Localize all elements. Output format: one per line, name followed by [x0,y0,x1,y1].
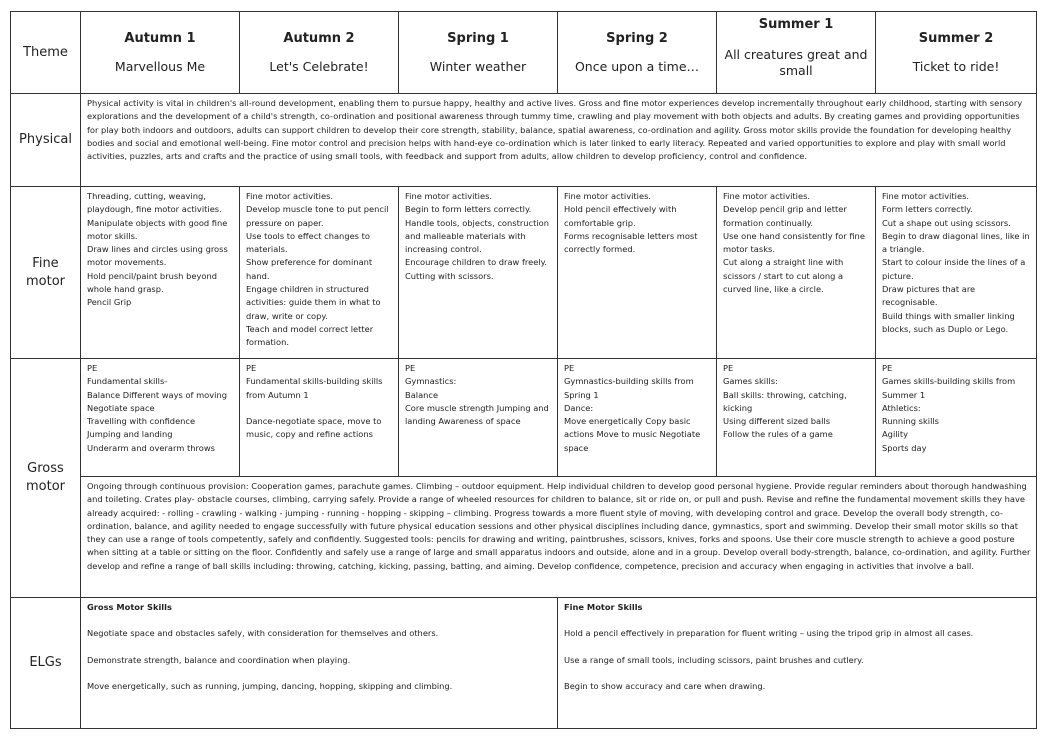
term-theme: Winter weather [429,59,527,74]
elg-item: Move energetically, such as running, jumping, dancing, hopping, skipping and climbing. [87,680,453,691]
list-item: Engage children in structured activities: guide them in what to draw, write or copy. [246,284,381,321]
term-spring-2 [558,12,717,94]
list-item: PE [564,363,575,373]
list-item: Dance: [564,402,594,413]
list-item: Follow the rules of a game [723,429,833,440]
fine-motor-summer-2 [876,187,1037,359]
term-name: Autumn 2 [283,31,355,46]
term-autumn-1 [81,12,240,94]
gross-motor-ongoing-provision: Ongoing through continuous provision: Cooperation games, parachute games. Climbing – outdoor equipment. Help individual children to develop good personal hygiene. Provide regular reminders about thorough handwashing and toileting. Crates play- obstacle courses, climbing, carrying safely. Provide a range of wheeled resources for children to balance, sit or ride on, or pull and push. Revise and refine the fundamental movement skills they have already acquired: - rolling - crawling - walking - jumping - running - hopping - skipping – climbing. Progress towards a more fluent style of moving, with developing control and grace. Develop the overall body strength, co-ordination, balance, and agility needed to engage successfully with future physical education sessions and other physical disciplines including dance, gymnastics, sport and swimming. Develop their small motor skills so that they can use a range of tools competently, safely and confidently. Suggested tools: pencils for drawing and writing, paintbrushes, scissors, knives, forks and spoons. Use their core muscle strength to achieve a good posture when sitting at a table or sitting on the floor. Confidently and safely use a range of large and small apparatus indoors and outside, alone and in a group. Develop overall body-strength, balance, co-ordination, and agility. Further develop and refine a range of ball skills including: throwing, catching, kicking, passing, batting, and aiming. Develop confidence, competence, precision and accuracy when engaging in activities that involve a ball. [81,477,1037,598]
elg-gross-title: Gross Motor Skills [87,602,172,612]
gross-motor-summer-1 [717,359,876,477]
term-summer-1 [717,12,876,94]
curriculum-table [10,11,1037,729]
term-summer-2 [876,12,1037,94]
elg-item: Hold a pencil effectively in preparation for fluent writing – using the tripod grip in almost all cases. [564,628,974,639]
list-item: Draw pictures that are recognisable. [882,284,976,308]
list-item: Show preference for dominant hand. [246,257,373,281]
gross-motor-spring-2 [558,359,717,477]
term-name: Summer 1 [758,17,834,32]
elg-item: Begin to show accuracy and care when drawing. [564,680,766,691]
theme-row [11,12,1037,94]
fine-motor-spring-2 [558,187,717,359]
physical-description: Physical activity is vital in children's all-round development, enabling them to pursue happy, healthy and active lives. Gross and fine motor experiences develop incrementally throughout early childhood, starting with sensory explorations and the development of a child's strength, co-ordination and positional awareness through tummy time, crawling and play movement with both objects and adults. By creating games and providing opportunities for play both indoors and outdoors, adults can support children to develop their core strength, stability, balance, spatial awareness, co-ordination and agility. Gross motor skills provide the foundation for developing healthy bodies and social and emotional well-being. Fine motor control and precision helps with hand-eye co-ordination which is later linked to early literacy. Repeated and varied opportunities to explore and play with small world activities, puzzles, arts and crafts and the practice of using small tools, with feedback and support from adults, allow children to develop proficiency, control and confidence. [81,94,1037,187]
list-item: Balance Different ways of moving Negotiate space [87,389,227,413]
term-name: Spring 2 [606,31,668,46]
list-item: Cut a shape out using scissors. [882,217,1011,228]
list-item: Start to colour inside the lines of a picture. [882,257,1026,281]
gross-motor-ongoing-row [11,477,1037,598]
list-item: Fine motor activities. [405,191,493,201]
list-item: PE [723,363,734,373]
row-label-theme: Theme [11,12,81,94]
term-theme: Let's Celebrate! [269,59,369,74]
term-spring-1 [399,12,558,94]
list-item: Teach and model correct letter formation. [246,323,374,348]
list-item: PE [87,363,98,373]
elgs-row [11,598,1037,729]
list-item: Develop pencil grip and letter formation continually. [723,204,847,228]
gross-motor-autumn-1 [81,359,240,477]
list-item: Underarm and overarm throws [87,442,215,453]
list-item: Manipulate objects with good fine motor skills. [87,217,228,241]
term-theme: All creatures great and small [724,47,868,78]
list-item: Cut along a straight line with scissors / start to cut along a curved line, like a circle. [723,257,844,295]
term-theme: Once upon a time… [574,59,700,74]
list-item: Begin to draw diagonal lines, like in a triangle. [882,230,1030,255]
list-item: Move energetically Copy basic actions Move to music Negotiate space [564,416,701,453]
list-item: Agility [882,429,909,440]
row-label-physical: Physical [11,94,81,187]
term-autumn-2 [240,12,399,94]
list-item: Form letters correctly. [882,204,973,215]
list-item: PE [246,363,257,373]
list-item: Gymnastics: [405,376,457,387]
list-item: Athletics: [882,402,921,413]
fine-motor-summer-1 [717,187,876,359]
list-item: Encourage children to draw freely. [405,257,548,268]
list-item: Threading, cutting, weaving, playdough, fine motor activities. [87,191,222,215]
list-item: Begin to form letters correctly. [405,204,532,215]
list-item: Jumping and landing [87,429,173,440]
list-item: Using different sized balls [723,416,831,427]
list-item: Draw lines and circles using gross motor movements. [87,244,228,268]
list-item: Running skills [882,416,940,427]
gross-motor-spring-1 [399,359,558,477]
spacer [246,402,393,415]
list-item: Fine motor activities. [564,191,652,201]
list-item: Pencil Grip [87,297,132,308]
list-item: Fine motor activities. [723,191,811,201]
list-item: Fundamental skills-building skills from Autumn 1 [246,376,383,400]
list-item: Forms recognisable letters most correctly formed. [564,230,698,255]
row-label-fine-motor: Fine motor [11,187,81,359]
list-item: Use one hand consistently for fine motor tasks. [723,230,865,255]
elg-item: Negotiate space and obstacles safely, with consideration for themselves and others. [87,628,439,639]
elg-item: Use a range of small tools, including scissors, paint brushes and cutlery. [564,654,864,665]
list-item: Develop muscle tone to put pencil pressure on paper. [246,204,389,228]
term-theme: Ticket to ride! [912,59,1000,74]
list-item: PE [882,363,893,373]
gross-motor-summer-2 [876,359,1037,477]
term-name: Spring 1 [447,31,509,46]
elg-gross-motor [81,598,558,729]
fine-motor-row [11,187,1037,359]
list-item: Fundamental skills- [87,376,168,387]
list-item: Dance-negotiate space, move to music, copy and refine actions [246,415,382,440]
list-item: Games skills: [723,376,778,387]
term-name: Autumn 1 [124,31,196,46]
list-item: Handle tools, objects, construction and malleable materials with increasing control. [405,217,549,255]
row-label-elgs: ELGs [11,598,81,729]
elg-fine-motor [558,598,1037,729]
list-item: Cutting with scissors. [405,270,494,281]
fine-motor-autumn-2 [240,187,399,359]
gross-motor-autumn-2 [240,359,399,477]
list-item: Fine motor activities. [246,191,334,201]
list-item: Hold pencil effectively with comfortable grip. [564,204,677,228]
term-name: Summer 2 [918,31,994,46]
list-item: Fine motor activities. [882,191,970,201]
list-item: Sports day [882,442,927,453]
list-item: PE [405,363,416,373]
term-theme: Marvellous Me [114,59,206,74]
list-item: Games skills-building skills from Summer 1 [882,376,1016,400]
list-item: Build things with smaller linking blocks, such as Duplo or Lego. [882,310,1015,334]
list-item: Gymnastics-building skills from Spring 1 [564,376,694,400]
list-item: Hold pencil/paint brush beyond whole hand grasp. [87,270,217,295]
list-item: Use tools to effect changes to materials. [246,230,370,255]
list-item: Core muscle strength Jumping and landing Awareness of space [405,402,549,427]
elg-fine-title: Fine Motor Skills [564,602,643,612]
fine-motor-spring-1 [399,187,558,359]
list-item: Ball skills: throwing, catching, kicking [723,389,847,413]
list-item: Balance [405,389,439,400]
physical-row [11,94,1037,187]
fine-motor-autumn-1 [81,187,240,359]
elg-item: Demonstrate strength, balance and coordination when playing. [87,654,351,665]
gross-motor-row [11,359,1037,477]
list-item: Travelling with confidence [87,416,196,427]
row-label-gross-motor: Gross motor [11,359,81,598]
